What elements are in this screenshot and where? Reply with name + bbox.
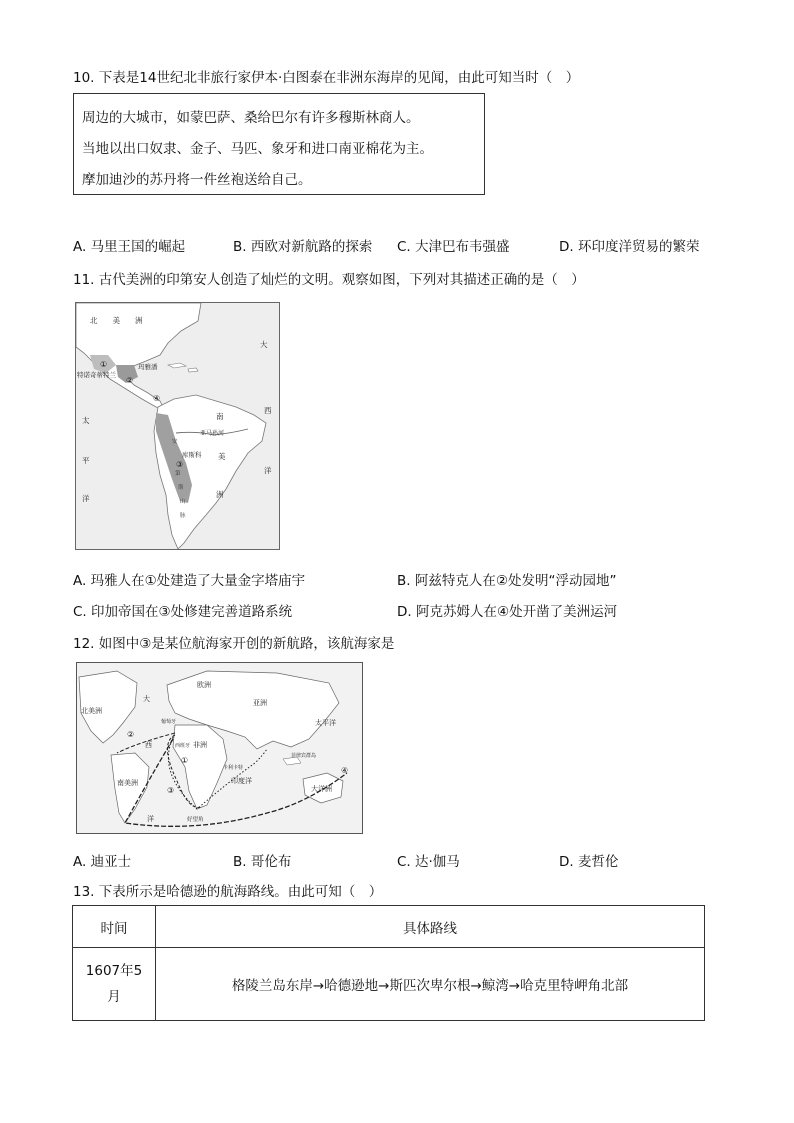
cell-time-line1: 1607年5 [85, 963, 143, 979]
marker-4: ④ [341, 766, 349, 775]
option-d[interactable]: D. 麦哲伦 [559, 854, 619, 870]
label-oceania: 大洋洲 [311, 785, 332, 793]
option-a[interactable]: A. 玛雅人在①处建造了大量金字塔庙宇 [73, 573, 306, 589]
label-atlantic-2: 西 [145, 741, 152, 749]
world-routes-map [76, 662, 363, 834]
option-a[interactable]: A. 迪亚士 [73, 854, 132, 870]
world-routes-map-figure [77, 663, 362, 833]
cell-time-line2: 月 [107, 989, 121, 1005]
label-atlantic-3: 洋 [264, 466, 272, 475]
label-pacific: 太平洋 [315, 719, 336, 727]
marker-3: ③ [167, 786, 175, 795]
option-b[interactable]: B. 西欧对新航路的探索 [233, 239, 373, 255]
label-africa: 非洲 [193, 741, 207, 749]
option-b[interactable]: B. 哥伦布 [233, 854, 292, 870]
label-pacific-2: 平 [82, 456, 90, 465]
table-line: 当地以出口奴隶、金子、马匹、象牙和进口南亚棉花为主。 [82, 141, 433, 157]
label-north-america: 北美洲 [81, 707, 102, 715]
label-europe: 欧洲 [197, 681, 211, 689]
label-andes-1: 安 [172, 439, 178, 445]
label-andes-3: 斯 [178, 485, 184, 491]
label-cusco: 库斯科 [182, 451, 202, 459]
marker-1: ① [181, 756, 189, 765]
option-c[interactable]: C. 大津巴布韦强盛 [397, 239, 510, 255]
label-asia: 亚洲 [253, 699, 267, 707]
question-10-table [73, 93, 485, 195]
label-south-america: 南美洲 [117, 779, 138, 787]
table-row [73, 948, 705, 1021]
label-south-3: 洲 [216, 490, 224, 499]
table-line: 摩加迪沙的苏丹将一件丝袍送给自己。 [82, 172, 312, 188]
label-tenochtitlan: 特诺奇蒂特兰 [77, 371, 116, 379]
table-header-row [73, 906, 705, 948]
table-line: 周边的大城市，如蒙巴萨、桑给巴尔有许多穆斯林商人。 [82, 110, 420, 126]
option-d[interactable]: D. 阿克苏姆人在④处开凿了美洲运河 [397, 604, 618, 620]
label-andes-5: 脉 [180, 513, 186, 519]
label-pacific-1: 太 [82, 416, 90, 425]
label-philippines: 菲律宾群岛 [291, 753, 317, 759]
label-atlantic-3: 洋 [147, 815, 154, 823]
marker-4: ④ [153, 394, 161, 403]
marker-2: ② [127, 730, 135, 739]
question-11-stem: 11. 古代美洲的印第安人创造了灿烂的文明。观察如图，下列对其描述正确的是（ ） [73, 272, 585, 288]
question-10-stem: 10. 下表是14世纪北非旅行家伊本·白图泰在非洲东海岸的见闻，由此可知当时（ ） [73, 70, 580, 86]
label-good-hope: 好望角 [187, 817, 204, 823]
question-12-stem: 12. 如图中③是某位航海家开创的新航路，该航海家是 [73, 636, 395, 652]
label-andes-4: 山 [180, 499, 186, 505]
marker-1: ① [100, 360, 108, 369]
label-south-1: 南 [216, 412, 224, 421]
label-mayapan: 玛雅潘 [138, 363, 158, 371]
americas-map [75, 302, 280, 550]
americas-map-figure [76, 303, 279, 549]
label-amazon: 亚马孙河 [200, 430, 225, 437]
cell-route: 格陵兰岛东岸→哈德逊地→斯匹次卑尔根→鲸湾→哈克里特岬角北部 [156, 948, 705, 1021]
option-a[interactable]: A. 马里王国的崛起 [73, 239, 186, 255]
marker-3: ③ [176, 460, 184, 469]
label-calicut: 卡利卡特 [223, 765, 244, 771]
option-c[interactable]: C. 印加帝国在③处修建完善道路系统 [73, 604, 293, 620]
label-andes-2: 第 [175, 471, 181, 477]
option-d[interactable]: D. 环印度洋贸易的繁荣 [559, 239, 700, 255]
header-time: 时间 [73, 906, 156, 948]
label-atlantic-1: 大 [260, 340, 268, 349]
marker-2: ② [126, 376, 134, 385]
header-route: 具体路线 [156, 906, 705, 948]
label-spain: 西班牙 [175, 743, 191, 749]
option-c[interactable]: C. 达·伽马 [397, 854, 460, 870]
label-north-america: 北 美 洲 [90, 316, 143, 325]
label-atlantic-2: 西 [264, 406, 272, 415]
label-pacific-3: 洋 [82, 494, 90, 503]
label-indian: 印度洋 [231, 777, 252, 785]
label-portugal: 葡萄牙 [161, 719, 177, 725]
label-south-2: 美 [218, 452, 226, 461]
route-table [72, 905, 705, 1021]
option-b[interactable]: B. 阿兹特克人在②处发明“浮动园地” [397, 573, 617, 589]
question-13-stem: 13. 下表所示是哈德逊的航海路线。由此可知（ ） [73, 884, 383, 900]
cell-time [73, 948, 156, 1021]
label-atlantic-1: 大 [143, 695, 150, 703]
